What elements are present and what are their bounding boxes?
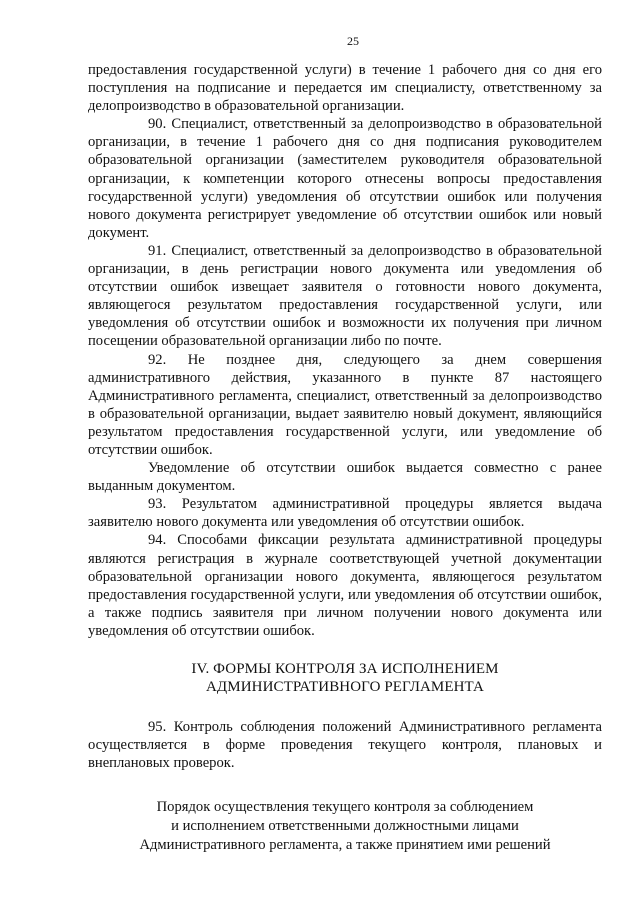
spacer (88, 696, 602, 718)
section-title (88, 660, 602, 696)
paragraph-95: 95. Контроль соблюдения положений Административного регламента осуществляется в форме проведения текущего контроля, плановых и внеплановых проверок. (88, 719, 602, 772)
page-number: 25 (347, 34, 359, 48)
paragraph: 92. Не позднее дня, следующего за днем совершения административного действия, указанного в пункте 87 настоящего Административного регламента, специалист, ответственный за делопроизводство в образовательной организации, выдает заявителю новый документ, являющийся результатом предоставления государственной услуги, или уведомление об отсутствии ошибок. (88, 351, 602, 458)
paragraph: 93. Результатом административной процедуры является выдача заявителю нового документа или уведомления об отсутствии ошибок. (88, 496, 602, 531)
paragraph: 91. Специалист, ответственный за делопроизводство в образовательной организации, в день регистрации нового документа или уведомления об отсутствии ошибок извещает заявителя о готовности нового документа, являющегося результатом предоставления государственной услуги, или уведомления об отсутствии ошибок и возможности их получения при личном посещении образовательной организации либо по почте. (88, 242, 602, 350)
section-title-line-1: IV. ФОРМЫ КОНТРОЛЯ ЗА ИСПОЛНЕНИЕМ (191, 661, 499, 677)
paragraph: 90. Специалист, ответственный за делопроизводство в образовательной организации, в течение 1 рабочего дня со дня подписания руководителем образовательной организации (заместителем руководителя образовательной организации, к компетенции которого отнесены вопросы предоставления государственной услуги) уведомления об отсутствии ошибок или получения нового документа регистрирует уведомление об отсутствии ошибок или новый документ. (88, 116, 602, 241)
paragraph: 94. Способами фиксации результата административной процедуры являются регистрация в журнале соответствующей учетной документации образовательной организации нового документа, являющегося результатом предоставления государственной услуги, или уведомления об отсутствии ошибок, а также подпись заявителя при личном получении нового документа или уведомления об отсутствии ошибок. (88, 532, 602, 639)
subheading-line-2: и исполнением ответственными должностными лицами (171, 818, 519, 835)
section-title-line-2: АДМИНИСТРАТИВНОГО РЕГЛАМЕНТА (206, 679, 484, 695)
paragraph: предоставления государственной услуги) в течение 1 рабочего дня со дня его поступления на подписание и передается им специалисту, ответственному за делопроизводство в образовательной организации. (88, 62, 602, 115)
subheading-line-1: Порядок осуществления текущего контроля за соблюдением (156, 799, 534, 816)
subsection-heading (88, 798, 602, 855)
paragraph: Уведомление об отсутствии ошибок выдается совместно с ранее выданным документом. (88, 460, 602, 495)
paragraph-list (88, 61, 602, 640)
subheading-line-3: Административного регламента, а также принятием ими решений (139, 837, 551, 854)
